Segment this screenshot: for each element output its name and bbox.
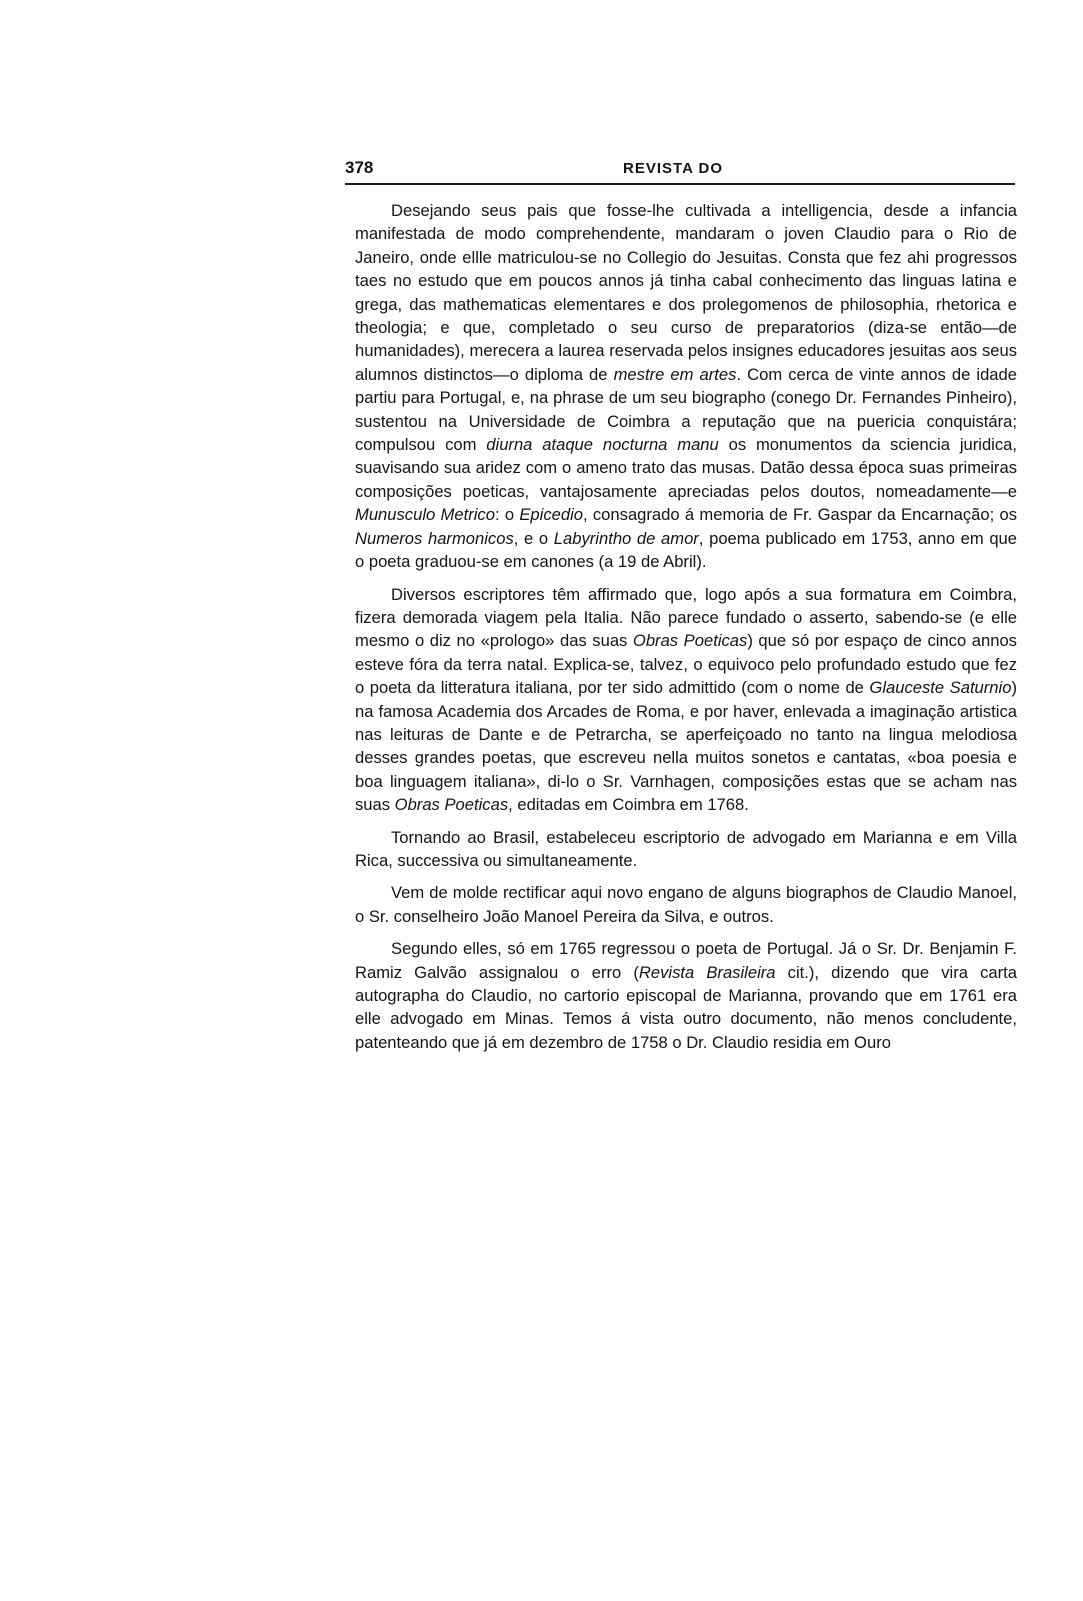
italic-text: Glauceste Saturnio <box>869 678 1012 698</box>
header-rule <box>345 183 1015 185</box>
italic-text: Obras Poeticas <box>394 795 509 815</box>
running-title: REVISTA DO <box>623 160 724 177</box>
text-run: : o <box>494 505 520 525</box>
text-run: , consagrado á memoria de Fr. Gaspar da Encarnação; os <box>583 505 1018 525</box>
paragraph <box>355 826 1017 873</box>
text-run: Desejando seus pais que fosse-lhe cultivada a intelligencia, desde a infancia manifestada de modo comprehendente, mandaram o joven Claudio para o Rio de Janeiro, onde ellle matriculou-se no Collegio do Jesuitas. Consta que fez ahi progressos taes no estudo que em poucos annos já tinha cabal conhecimento das linguas latina e grega, das mathematicas elementares e dos prolegomenos de philosophia, rhetorica e theologia; e que, completado o seu curso de preparatorios (diza-se então—de humanidades), merecera a laurea reservada pelos insignes educadores jesuitas aos seus alumnos distinctos—o diploma de <box>355 201 1017 384</box>
italic-text: diurna ataque nocturna manu <box>486 435 719 455</box>
body-text <box>355 199 1017 1063</box>
italic-text: Revista Brasileira <box>638 962 776 982</box>
text-run: ) na famosa Academia dos Arcades de Roma, e por haver, enlevada a imaginação artistica nas leituras de Dante e de Petrarcha, se aperfeiçoado no tanto na lingua melodiosa desses grandes poetas, que escreveu nella muitos sonetos e cantatas, «boa poesia e boa linguagem italiana», di-lo o Sr. Varnhagen, composições estas que se acham nas suas <box>355 678 1017 815</box>
text-run: cit.), dizendo que vira carta autographa do Claudio, no cartorio episcopal de Marianna, provando que em 1761 era elle advogado em Minas. Temos á vista outro documento, não menos concludente, patenteando que já em dezembro de 1758 o Dr. Claudio residia em Ouro <box>355 962 1017 1052</box>
italic-text: Obras Poeticas <box>632 631 748 651</box>
italic-text: Munusculo Metrico <box>355 505 495 525</box>
page-header <box>345 158 1015 180</box>
italic-text: mestre em artes <box>613 364 737 384</box>
page-number: 378 <box>345 158 374 177</box>
text-run: Vem de molde rectificar aqui novo engano de alguns biographos de Claudio Manoel, o Sr. conselheiro João Manoel Pereira da Silva, e outros. <box>355 883 1017 926</box>
italic-text: Labyrintho de amor <box>553 528 699 548</box>
text-run: Diversos escriptores têm affirmado que, logo após a sua formatura em Coimbra, fizera demorada viagem pela Italia. Não parece fundado o asserto, sabendo-se (e elle mesmo o diz no «prologo» das suas <box>355 584 1017 651</box>
text-run: , editadas em Coimbra em 1768. <box>508 795 749 815</box>
text-run: Tornando ao Brasil, estabeleceu escriptorio de advogado em Marianna e em Villa Rica, successiva ou simultaneamente. <box>355 827 1017 870</box>
italic-text: Numeros harmonicos <box>355 528 514 548</box>
text-run: , poema publicado em 1753, anno em que o poeta graduou-se em canones (a 19 de Abril). <box>355 528 1018 572</box>
paragraph <box>355 937 1017 1054</box>
text-run: , e o <box>513 528 554 548</box>
text-run: . Com cerca de vinte annos de idade partiu para Portugal, e, na phrase de um seu biographo (conego Dr. Fernandes Pinheiro), sustentou na Universidade de Coimbra a reputação que na puericia conquistára; compulsou com <box>355 364 1017 455</box>
paragraph <box>355 199 1017 574</box>
paragraph <box>355 583 1017 817</box>
text-run: ) que só por espaço de cinco annos esteve fóra da terra natal. Explica-se, talvez, o equivoco pelo profundado estudo que fez o poeta da litteratura italiana, por ter sido admittido (com o nome de <box>355 631 1017 698</box>
italic-text: Epicedio <box>519 505 583 525</box>
text-run: os monumentos da sciencia juridica, suavisando sua aridez com o ameno trato das musas. Datão dessa época suas primeiras composições poeticas, vantajosamente apreciadas pelos doutos, nomeadamente—e <box>355 435 1017 501</box>
paragraph <box>355 881 1017 928</box>
text-run: Segundo elles, só em 1765 regressou o poeta de Portugal. Já o Sr. Dr. Benjamin F. Ramiz Galvão assignalou o erro ( <box>355 939 1017 982</box>
